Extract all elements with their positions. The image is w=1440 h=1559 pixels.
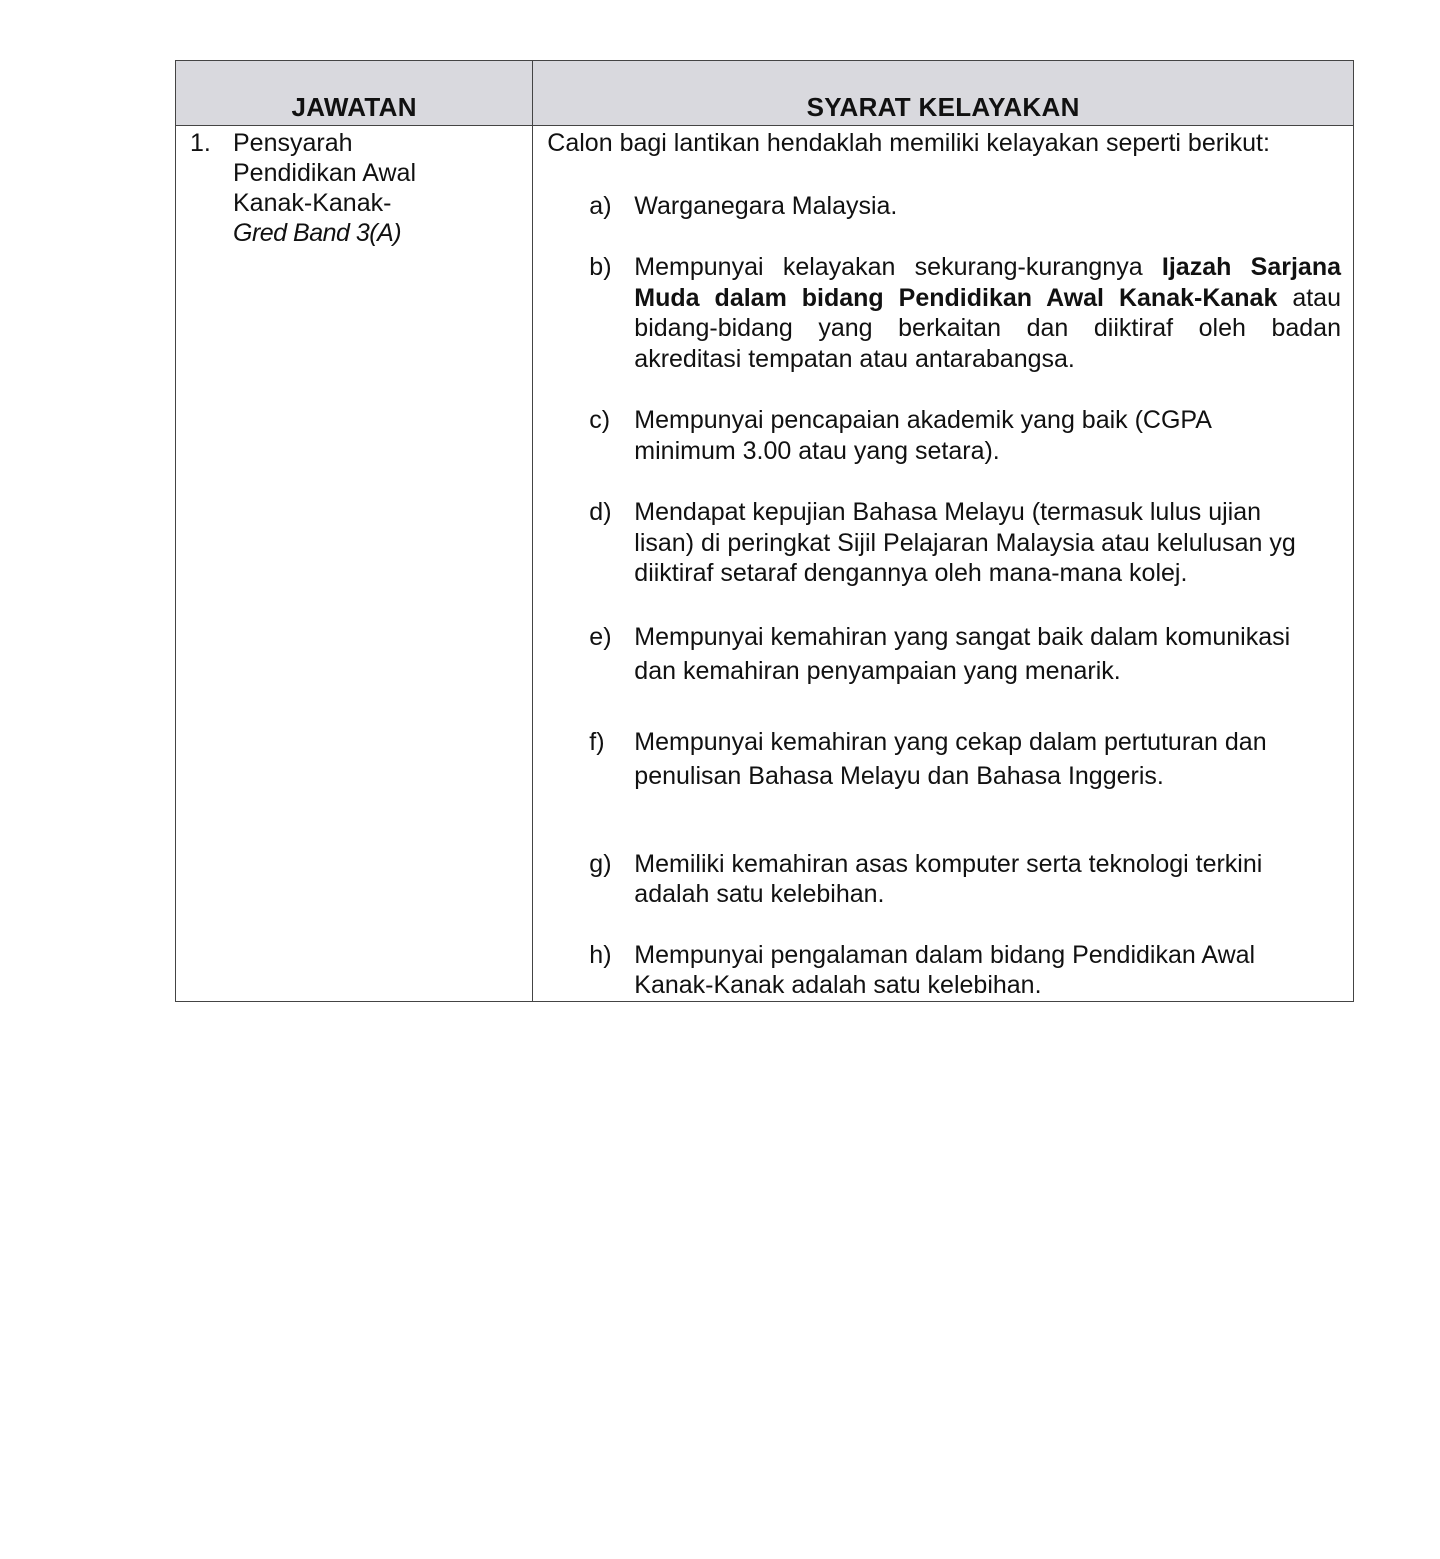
list-item	[589, 725, 1341, 793]
list-item	[589, 940, 1341, 1001]
item-text: Warganegara Malaysia.	[634, 191, 898, 220]
table-row	[176, 126, 1354, 1002]
item-line: Mempunyai kemahiran yang sangat baik dalam komunikasi	[634, 622, 1291, 651]
item-line: Mempunyai kemahiran yang cekap dalam pertuturan dan	[634, 727, 1267, 756]
item-text	[634, 252, 1341, 374]
item-letter: b)	[589, 253, 612, 281]
item-letter: e)	[589, 622, 612, 651]
item-letter: g)	[589, 849, 612, 878]
list-item	[589, 849, 1341, 910]
item-line: dan kemahiran penyampaian yang menarik.	[634, 656, 1121, 685]
item-line: minimum 3.00 atau yang setara).	[634, 436, 1000, 465]
item-text	[634, 849, 1341, 910]
item-letter: c)	[589, 406, 611, 434]
item-line: penulisan Bahasa Melayu dan Bahasa Inggeris.	[634, 761, 1164, 790]
item-text	[634, 940, 1341, 1001]
item-text-after: atau bidang-bidang yang berkaitan dan diiktiraf oleh badan akreditasi tempatan atau antarabangsa.	[634, 283, 1341, 373]
item-text-bold: Ijazah Sarjana Muda dalam bidang Pendidikan Awal Kanak-Kanak	[634, 253, 1342, 312]
item-text	[634, 405, 1341, 466]
list-item	[589, 620, 1341, 688]
item-line: Kanak-Kanak adalah satu kelebihan.	[634, 971, 1042, 999]
position-title-line3: Kanak-Kanak-	[233, 189, 392, 217]
requirements-intro: Calon bagi lantikan hendaklah memiliki kelayakan seperti berikut:	[547, 129, 1270, 157]
header-row	[176, 61, 1354, 126]
qualification-table	[175, 60, 1354, 1002]
item-line: Mempunyai pengalaman dalam bidang Pendidikan Awal	[634, 940, 1256, 969]
item-letter: f)	[589, 727, 605, 756]
requirements-list	[547, 191, 1341, 1001]
item-letter: h)	[589, 940, 612, 969]
list-item	[589, 252, 1341, 374]
item-text-before: Mempunyai kelayakan sekurang-kurangnya	[634, 253, 1162, 281]
header-syarat-kelayakan: SYARAT KELAYAKAN	[533, 61, 1354, 126]
requirements-cell	[533, 126, 1354, 1002]
item-line: adalah satu kelebihan.	[634, 880, 885, 908]
header-jawatan: JAWATAN	[176, 61, 533, 126]
item-line: Mendapat kepujian Bahasa Melayu (termasuk lulus ujian	[634, 498, 1262, 526]
position-cell	[176, 126, 533, 1002]
item-line: Mempunyai pencapaian akademik yang baik (CGPA	[634, 406, 1212, 434]
list-item	[589, 497, 1341, 589]
item-text	[634, 620, 1341, 688]
item-line: diiktiraf setaraf dengannya oleh mana-mana kolej.	[634, 559, 1188, 587]
item-line: Memiliki kemahiran asas komputer serta teknologi terkini	[634, 849, 1263, 878]
item-letter: d)	[589, 498, 612, 526]
item-line: lisan) di peringkat Sijil Pelajaran Malaysia atau kelulusan yg	[634, 528, 1296, 557]
list-item	[589, 191, 1341, 222]
list-item	[589, 405, 1341, 466]
position-number: 1.	[190, 129, 211, 157]
position-title-line2: Pendidikan Awal	[233, 159, 417, 187]
position-grade: Gred Band 3(A)	[233, 219, 402, 247]
item-text	[634, 497, 1341, 589]
position-title-line	[190, 128, 532, 158]
position-title-line1: Pensyarah	[233, 129, 353, 157]
item-text	[634, 725, 1341, 793]
item-letter: a)	[589, 191, 612, 220]
